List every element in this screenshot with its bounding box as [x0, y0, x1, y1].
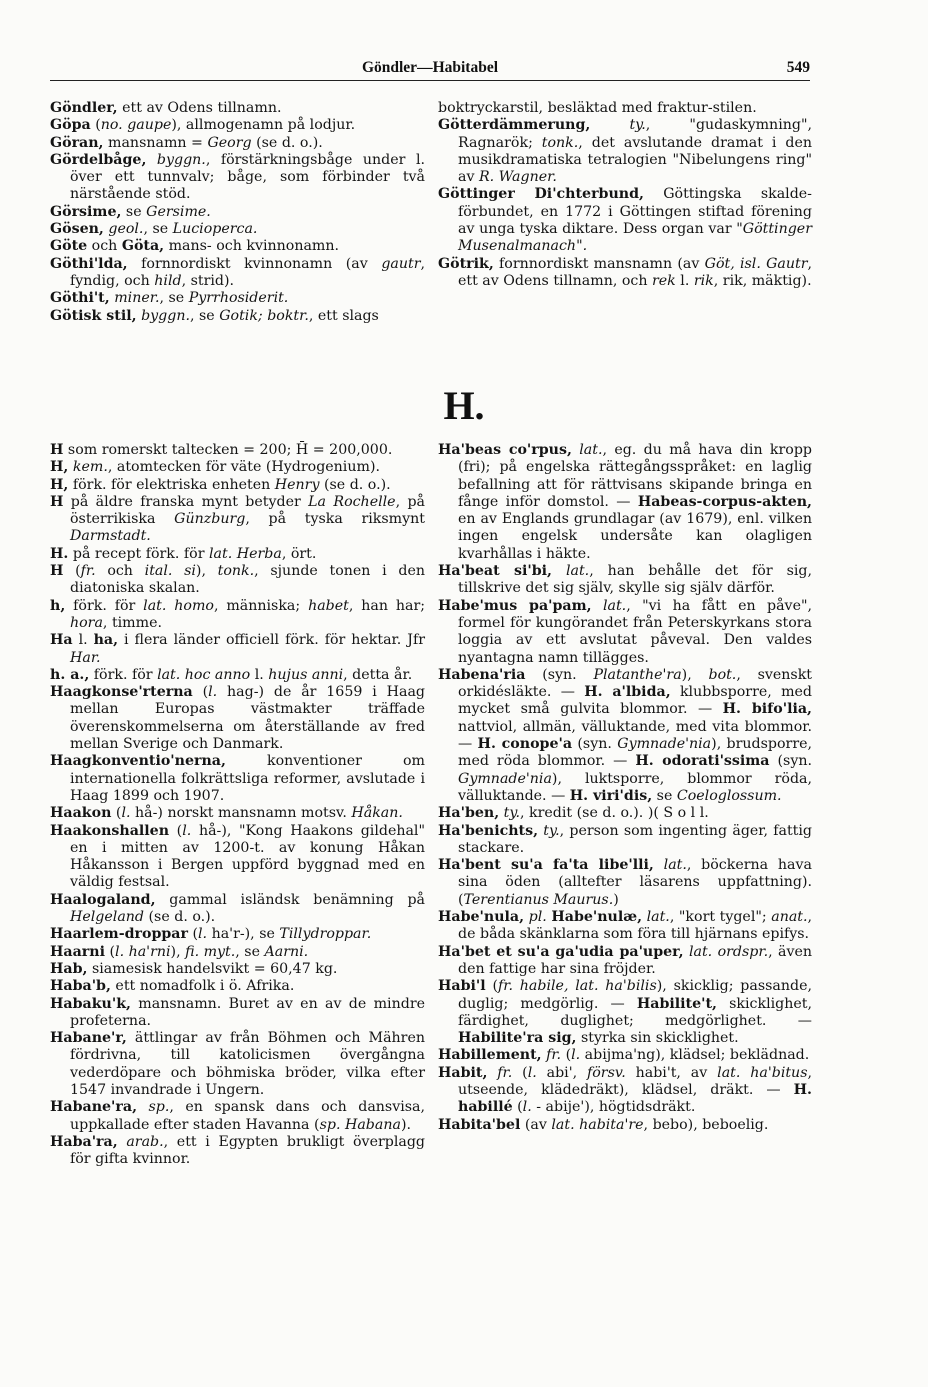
entry-italic: rek	[651, 272, 676, 289]
entry-headword: Haarni	[50, 943, 105, 960]
entry-text: , fyndig, och	[70, 255, 425, 289]
dictionary-entry	[50, 926, 425, 943]
entry-text: förk. för elektriska enheten	[68, 476, 275, 493]
entry-text: ), allmogenamn på lodjur.	[171, 117, 356, 134]
entry-headword: Habilite'ra sig,	[458, 1030, 577, 1047]
entry-text: ), brudsporre, med röda blommor. —	[458, 736, 813, 770]
entry-text: , ett slags	[308, 307, 379, 324]
dictionary-entry	[50, 290, 425, 307]
entry-headword: Gösen,	[50, 221, 104, 238]
entry-headword: Haagkonventio'nerna,	[50, 753, 226, 770]
entry-headword: Göran,	[50, 134, 104, 151]
dictionary-entry	[50, 546, 425, 563]
entry-headword: Habane'ra,	[50, 1099, 138, 1116]
entry-text: ), skicklig; passande, duglig; medgörlig. —	[458, 978, 812, 1012]
dictionary-entry	[438, 1065, 812, 1117]
entry-text: , atomtecken för väte (Hydrogenium).	[107, 459, 380, 476]
entry-headword: Habi'l	[438, 978, 486, 995]
entry-text: konventioner om internationella folkrättsliga reformer, avslutade i Haag 1899 och 1907.	[70, 753, 425, 804]
entry-text: skicklighet, färdighet, duglighet; medgörlighet. —	[458, 995, 812, 1029]
entry-text: habi't, av	[625, 1064, 718, 1081]
entry-headword: Göttinger Di'chterbund,	[438, 186, 644, 203]
entry-headword: Ha'ben,	[438, 805, 500, 822]
entry-italic: fr.	[80, 563, 96, 580]
entry-text: ), luktsporre, blommor röda, välluktande. —	[458, 770, 812, 804]
entry-text	[654, 857, 664, 873]
entry-italic: lat. ordspr.	[688, 943, 769, 960]
entry-headword: H. odorati'ssima	[635, 753, 770, 770]
dictionary-entry	[438, 944, 812, 979]
entry-text: (	[104, 943, 116, 960]
entry-headword: Ha'beas co'rpus,	[438, 442, 572, 458]
entry-text: , person som ingenting äger, fattig stackare.	[458, 822, 812, 856]
entry-text: , kredit (se d. o.). )( S o l l.	[520, 805, 709, 822]
entry-italic: Tillydroppar.	[279, 926, 372, 943]
entry-text: gammal isländsk benämning på	[155, 891, 425, 908]
entry-text: mansnamn. Buret av en av de mindre profeterna.	[70, 995, 425, 1029]
dictionary-entry	[438, 100, 812, 117]
entry-italic: lat.	[602, 597, 627, 614]
entry-headword: Göpa	[50, 117, 91, 134]
entry-text	[590, 117, 629, 133]
entry-text: l.	[72, 632, 94, 649]
entry-text: , se	[189, 307, 220, 324]
entry-italic: l.	[522, 1099, 532, 1116]
entry-text: - abije'), högtidsdräkt.	[531, 1099, 696, 1116]
entry-text: ett av Odens tillnamn.	[117, 100, 282, 116]
header-title: Göndler—Habitabel	[361, 59, 499, 76]
entry-text: (	[169, 822, 183, 839]
entry-text: ha'r-), se	[207, 926, 280, 943]
entry-italic: fr.	[546, 1047, 562, 1064]
entry-text: en av Englands grundlagar (av 1679), enl. vilken ingen engelsk undersåte kan olagligen kvarhållas i häkte.	[458, 511, 812, 562]
entry-italic: Helgeland	[70, 909, 144, 926]
entry-text: , på tyska riksmynt	[245, 511, 425, 528]
entry-text: se	[652, 787, 677, 804]
dictionary-entry	[438, 857, 812, 909]
entry-text: , de båda skänklarna som föra till hjärnans epifys.	[458, 909, 813, 943]
dictionary-entry	[50, 753, 425, 805]
dictionary-entry	[50, 117, 425, 134]
entry-headword: Habilite't,	[636, 995, 717, 1012]
entry-headword: Ha	[50, 632, 73, 649]
entry-italic: habet	[308, 597, 349, 614]
entry-text: , människa;	[213, 597, 309, 614]
entry-italic: l.	[198, 926, 208, 943]
entry-italic: Håkan.	[351, 805, 403, 822]
entry-italic: lat.	[565, 563, 590, 580]
dictionary-entry	[50, 459, 425, 476]
entry-italic: lat. habita're	[551, 1116, 644, 1133]
entry-headword: H,	[50, 459, 69, 476]
entry-text	[552, 563, 566, 579]
dictionary-entry	[50, 135, 425, 152]
entry-italic: "Göttinger Musenalmanach".	[458, 221, 812, 255]
dictionary-entry	[438, 186, 812, 255]
entry-text: på äldre franska mynt betyder	[63, 493, 309, 510]
entry-text	[487, 1065, 497, 1081]
entry-headword: Göndler,	[50, 100, 118, 116]
entry-headword: Habe'nula,	[438, 909, 525, 926]
entry-italic: no. gaupe	[100, 117, 172, 134]
entry-text: , förstärkningsbåge under l. över ett tunnvalv; båge, som förbinder två närstående stöd.	[70, 151, 425, 203]
entry-text: nattviol, allmän, välluktande, med vita blommor. —	[458, 718, 812, 753]
entry-italic: miner.	[114, 290, 160, 307]
entry-italic: ty.	[503, 805, 521, 822]
entry-text: förk. för	[89, 666, 158, 683]
entry-text: , ett av Odens tillnamn, och	[458, 255, 812, 289]
entry-text: ),	[681, 666, 709, 683]
entry-text: , sjunde tonen i den diatoniska skalan.	[70, 563, 425, 597]
entry-italic: sp.	[148, 1099, 170, 1116]
entry-italic: Platanthe'ra	[593, 666, 682, 683]
dictionary-entry	[438, 1047, 812, 1064]
entry-italic: l.	[182, 822, 192, 839]
entry-text: , "kort tygel";	[669, 909, 772, 926]
entry-text: (	[512, 1099, 523, 1116]
entry-italic: Georg	[207, 134, 252, 151]
dictionary-entry	[438, 667, 812, 805]
entry-text: boktryckarstil, besläktad med fraktur-stilen.	[438, 100, 757, 116]
entry-text: fornnordiskt kvinnonamn (av	[127, 255, 382, 272]
dictionary-entry	[50, 204, 425, 221]
entry-headword: Habane'r,	[50, 1030, 127, 1047]
entry-text: hag-) de år 1659 i Haag mellan Europas västmakter träffade överenskommelserna om återställande av fred mellan Sverige och Danmark.	[70, 684, 425, 753]
entry-italic: R. Wagner.	[478, 169, 557, 186]
entry-italic: lat.	[579, 442, 603, 458]
entry-text: , han har;	[348, 597, 426, 614]
entry-italic: Lucioperca.	[172, 221, 258, 238]
entry-headword: H	[50, 493, 64, 510]
entry-italic: tonk.	[217, 563, 255, 580]
column-top-left	[50, 100, 425, 325]
entry-italic: hora	[70, 614, 103, 631]
entry-text	[146, 152, 157, 168]
entry-italic: fr.	[497, 1064, 513, 1081]
entry-text: (se d. o.).	[251, 134, 323, 151]
entry-text: l.	[675, 272, 694, 289]
entry-italic: försv.	[587, 1064, 626, 1081]
dictionary-entry	[50, 892, 425, 927]
entry-italic: lat. Herba	[209, 545, 282, 562]
entry-italic: byggn.	[156, 151, 206, 168]
entry-italic: l.	[208, 684, 218, 701]
entry-text: , även den fattige har sina fröjder.	[458, 943, 812, 977]
entry-text: (syn.	[572, 736, 618, 753]
entry-text: , eg. du må hava din kropp (fri); på engelska rättegångsspråket: en laglig befallning att för rättvisans skipande bringa en fånge inför domstol. —	[458, 442, 813, 510]
entry-italic: Gymnade'nia	[617, 736, 712, 753]
entry-italic: Aarni.	[264, 943, 309, 960]
entry-text: abijma'ng), klädsel; beklädnad.	[580, 1047, 810, 1064]
entry-headword: h. a.,	[50, 666, 90, 683]
entry-text	[137, 1099, 148, 1115]
entry-text: , svenskt orkidésläkte. —	[458, 666, 813, 701]
entry-italic: fi. myt.	[185, 943, 236, 960]
entry-text: mans- och kvinnonamn.	[164, 238, 340, 255]
entry-headword: H. habillé	[458, 1081, 812, 1116]
entry-text: , ett i Egypten brukligt överplagg för gifta kvinnor.	[70, 1133, 425, 1168]
entry-text: (	[90, 117, 101, 134]
entry-headword: Habena'ria	[438, 666, 526, 683]
dictionary-entry	[50, 632, 425, 667]
entry-italic: Pyrrhosiderit.	[188, 290, 289, 307]
entry-headword: H. viri'dis,	[569, 787, 653, 804]
dictionary-entry	[50, 238, 425, 255]
entry-text: , "vi ha fått en påve", formel för kungörandet från Peterskyrkans stora loggia av ett avslutat påveval. Den valdes nyantagna namn tillägges.	[458, 597, 812, 666]
entry-text: , se	[159, 290, 189, 307]
entry-headword: Görsime,	[50, 203, 122, 220]
entry-italic: geol.	[108, 221, 144, 238]
entry-italic: lat. ha'bitus	[717, 1064, 808, 1081]
entry-text: , ört.	[281, 545, 317, 562]
entry-text: , på österrikiska	[70, 493, 425, 528]
entry-italic: Göt, isl. Gautr	[704, 255, 808, 272]
dictionary-entry	[438, 442, 812, 563]
entry-italic: anat.	[771, 909, 808, 926]
entry-text: klubbsporre, med mycket små gulvita blommor. —	[458, 684, 813, 718]
entry-italic: lat.	[646, 909, 670, 926]
entry-text: , det avslutande dramat i den musikdramatiska tetralogien "Nibelungens ring" av	[458, 134, 813, 186]
dictionary-entry	[438, 823, 812, 858]
section-letter: H.	[443, 383, 485, 428]
entry-italic: lat.	[663, 857, 687, 874]
dictionary-entry	[50, 805, 425, 822]
entry-text: )	[613, 891, 619, 908]
entry-headword: H. a'lbida,	[584, 684, 671, 701]
dictionary-entry	[438, 256, 812, 291]
entry-text: abi',	[536, 1064, 588, 1081]
entry-italic: arab.	[126, 1133, 164, 1150]
running-header	[50, 58, 810, 81]
entry-italic: kem.	[72, 459, 108, 476]
entry-headword: H. conope'a	[477, 736, 573, 753]
entry-headword: Haalogaland,	[50, 891, 156, 908]
entry-headword: Haba'b,	[50, 978, 111, 995]
entry-italic: l.	[571, 1047, 581, 1064]
entry-text: (	[111, 805, 122, 822]
entry-text: , strid).	[181, 272, 235, 289]
entry-text: (syn.	[769, 753, 812, 770]
entry-text: och	[95, 563, 145, 580]
entry-text: (	[485, 978, 498, 995]
entry-headword: Haakonshallen	[50, 822, 170, 839]
dictionary-entry	[50, 1030, 425, 1099]
entry-text: Göttingska skalde-förbundet, en 1772 i Göttingen stiftad förening av unga tyska diktare. Dess organ var	[458, 186, 812, 238]
entry-text: hå-), "Kong Haakons gildehal" en i mitten av 1200-t. av konung Håkan Håkansson i Bergen uppförd byggnad med en väldig festsal.	[70, 822, 425, 891]
entry-italic: lat. homo	[143, 597, 214, 614]
entry-headword: H	[50, 563, 64, 580]
entry-text: ).	[400, 1116, 411, 1133]
column-bottom-right	[438, 442, 812, 1134]
entry-text: , se	[235, 943, 265, 960]
column-bottom-left	[50, 442, 425, 1168]
entry-headword: Ha'bent su'a fa'ta libe'lli,	[438, 857, 654, 874]
entry-italic: Darmstadt.	[70, 528, 151, 545]
entry-headword: Ha'benichts,	[438, 822, 539, 839]
entry-text: ättlingar av från Böhmen och Mähren fördrivna, till katolicismen övergångna vederdöpare och böhmiska bröder, vilka efter 1547 invandrade i Ungern.	[70, 1030, 425, 1098]
dictionary-entry	[50, 308, 425, 325]
dictionary-entry	[50, 1134, 425, 1169]
entry-headword: Haakon	[50, 805, 112, 822]
entry-headword: Hab,	[50, 960, 88, 977]
entry-text	[592, 598, 603, 614]
entry-italic: sp. Habana	[319, 1116, 401, 1133]
entry-italic: lat. hoc anno	[157, 666, 251, 683]
entry-headword: h,	[50, 597, 66, 614]
dictionary-entry	[50, 152, 425, 204]
entry-text: (se d. o.).	[144, 909, 216, 926]
entry-italic: Gymnade'nia	[458, 770, 552, 787]
dictionary-entry	[50, 823, 425, 892]
dictionary-entry	[50, 1099, 425, 1134]
entry-headword: Ha'bet et su'a ga'udia pa'uper,	[438, 943, 684, 960]
entry-headword: Götrik,	[438, 255, 494, 272]
entry-headword: Göthi't,	[50, 290, 110, 307]
dictionary-entry	[50, 477, 425, 494]
entry-italic: pl.	[528, 909, 547, 926]
dictionary-entry	[438, 909, 812, 944]
entry-italic: Coeloglossum.	[676, 787, 782, 804]
entry-headword: Habillement,	[438, 1047, 542, 1064]
entry-italic: Gersime.	[146, 203, 211, 220]
entry-italic: Günzburg	[174, 511, 246, 528]
dictionary-entry	[50, 961, 425, 978]
dictionary-entry	[50, 667, 425, 684]
entry-headword: Haba'ra,	[50, 1133, 118, 1150]
dictionary-entry	[50, 996, 425, 1031]
dictionary-entry	[438, 598, 812, 667]
entry-text: , "gudaskymning", Ragnarök;	[458, 117, 812, 151]
page-number: 549	[786, 59, 810, 76]
entry-italic: gautr	[381, 255, 421, 272]
entry-text: (	[561, 1047, 572, 1064]
entry-italic: Gotik; boktr.	[219, 307, 309, 324]
entry-text: ),	[195, 563, 218, 580]
dictionary-entry	[50, 256, 425, 291]
dictionary-entry	[50, 563, 425, 598]
entry-text: fornnordiskt mansnamn (av	[493, 255, 705, 272]
dictionary-entry	[50, 100, 425, 117]
dictionary-entry	[50, 684, 425, 753]
entry-headword: Gördelbåge,	[50, 151, 147, 168]
entry-headword: ha,	[93, 632, 119, 649]
entry-text: , timme.	[102, 614, 162, 631]
dictionary-entry	[50, 944, 425, 961]
entry-text: ett nomadfolk i ö. Afrika.	[110, 978, 295, 995]
entry-text: och	[87, 238, 122, 255]
entry-headword: Habaku'k,	[50, 995, 131, 1012]
entry-text: mansnamn =	[103, 134, 208, 151]
entry-text: siamesisk handelsvikt = 60,47 kg.	[87, 960, 338, 977]
entry-text: i flera länder officiell förk. för hektar. Jfr	[118, 632, 425, 649]
entry-italic: Har.	[70, 649, 101, 666]
entry-italic: bot.	[708, 666, 737, 683]
dictionary-entry	[50, 978, 425, 995]
entry-text: , en spansk dans och dansvisa, uppkallade efter staden Havanna (	[70, 1099, 425, 1133]
entry-headword: Habita'bel	[438, 1116, 521, 1133]
entry-italic: ty.	[543, 822, 560, 839]
entry-text: (	[63, 563, 81, 580]
entry-text: , se	[143, 221, 173, 238]
entry-headword: Götterdämmerung,	[438, 117, 591, 134]
entry-headword: Göthi'lda,	[50, 255, 128, 272]
dictionary-entry	[50, 494, 425, 546]
entry-text: , detta år.	[343, 666, 413, 683]
entry-headword: Götisk stil,	[50, 307, 137, 324]
dictionary-entry	[50, 442, 425, 459]
entry-italic: tonk.	[541, 134, 579, 151]
entry-italic: hujus anni	[268, 666, 344, 683]
dictionary-entry	[438, 563, 812, 598]
entry-text: (	[512, 1064, 528, 1081]
entry-headword: Habeas-corpus-akten,	[637, 493, 812, 510]
entry-text: , rik, mäktig).	[713, 272, 812, 289]
entry-italic: fr. habile, lat. ha'bilis	[498, 978, 657, 995]
entry-headword: H	[50, 442, 64, 458]
entry-text: styrka sin skicklighet.	[576, 1030, 739, 1047]
entry-italic: La Rochelle	[308, 493, 396, 510]
entry-text: ),	[170, 943, 186, 960]
dictionary-entry	[438, 1117, 812, 1134]
entry-headword: H,	[50, 476, 69, 493]
entry-text: (se d. o.).	[319, 476, 391, 493]
entry-italic: l. ha'rni	[115, 943, 171, 960]
entry-text: (	[192, 684, 209, 701]
entry-text: , böckerna hava sina öden (alltefter läsarens uppfattning). (	[458, 857, 812, 908]
entry-text: se	[121, 203, 147, 220]
dictionary-entry	[438, 117, 812, 186]
entry-italic: Terentianus Maurus.	[463, 891, 614, 908]
entry-text: (av	[520, 1116, 552, 1133]
entry-headword: Ha'beat si'bi,	[438, 563, 553, 580]
entry-italic: ital. si	[144, 563, 196, 580]
entry-text: hå-) norskt mansnamn motsv.	[130, 805, 352, 822]
dictionary-entry	[438, 805, 812, 822]
entry-text: på recept förk. för	[68, 545, 210, 562]
entry-italic: hild	[154, 272, 182, 289]
entry-text: , bebo), beboelig.	[643, 1116, 769, 1133]
dictionary-entry	[50, 598, 425, 633]
dictionary-entry	[438, 978, 812, 1047]
entry-text: , utseende, klädedräkt), klädsel, dräkt. —	[458, 1064, 812, 1098]
entry-italic: rik	[693, 272, 714, 289]
entry-headword: H. bifo'lia,	[722, 701, 812, 718]
entry-text: l.	[250, 666, 269, 683]
entry-headword: Habe'mus pa'pam,	[438, 597, 592, 614]
entry-headword: Göte	[50, 238, 88, 255]
entry-italic: l.	[527, 1064, 537, 1081]
column-top-right	[438, 100, 812, 290]
entry-headword: Haagkonse'rterna	[50, 684, 193, 701]
entry-headword: H.	[50, 545, 69, 562]
entry-headword: Habit,	[438, 1064, 488, 1081]
entry-italic: byggn.	[141, 307, 190, 324]
entry-italic: l.	[121, 805, 131, 822]
entry-text: , han behålle det för sig, tillskrive det sig själv, skylle sig själv därför.	[458, 563, 812, 597]
entry-headword: Göta,	[121, 238, 165, 255]
entry-text: (	[187, 926, 198, 943]
entry-headword: Habe'nulæ,	[551, 909, 643, 926]
entry-text: (syn.	[525, 666, 594, 683]
dictionary-entry	[50, 221, 425, 238]
entry-headword: Haarlem-droppar	[50, 926, 188, 943]
entry-text: som romerskt taltecken = 200; H̄ = 200,000.	[63, 442, 393, 458]
entry-italic: ty.	[629, 117, 646, 134]
entry-text: förk. för	[65, 597, 144, 614]
entry-italic: Henry	[274, 476, 320, 493]
